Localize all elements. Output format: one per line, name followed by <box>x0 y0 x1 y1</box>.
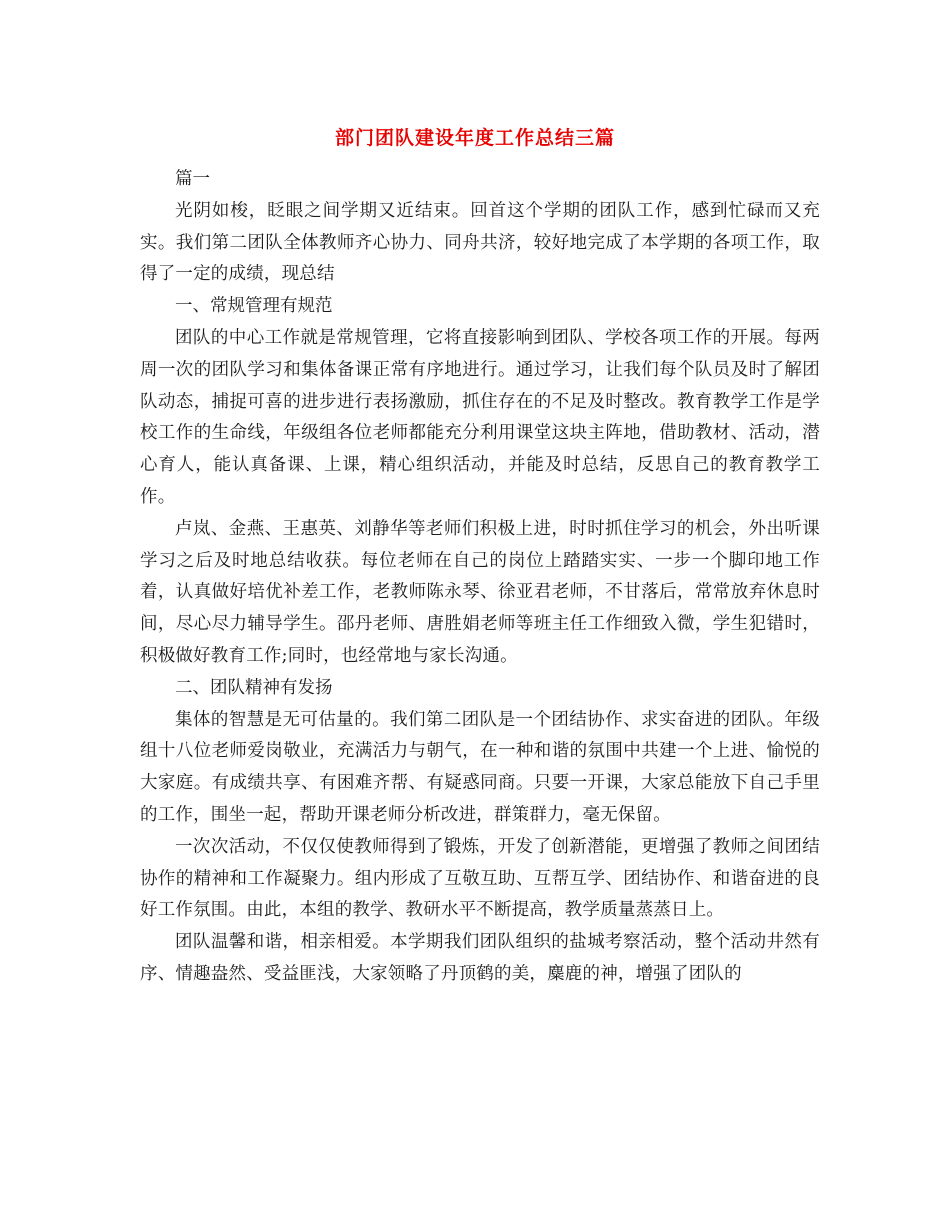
heading-routine-management: 一、常规管理有规范 <box>175 296 333 317</box>
paragraph-activities: 一次次活动，不仅仅使教师得到了锻炼，开发了创新潜能，更增强了教师之间团结协作的精神和工作凝聚力。组内形成了互敬互助、互帮互学、团结协作、和谐奋进的良好工作氛围。由此，本组的教学、教研水平不断提高，教学质量蒸蒸日上。 <box>140 836 820 921</box>
paragraph-intro: 光阴如梭，眨眼之间学期又近结束。回首这个学期的团队工作，感到忙碌而又充实。我们第二团队全体教师齐心协力、同舟共济，较好地完成了本学期的各项工作，取得了一定的成绩，现总结 <box>140 200 820 285</box>
paragraph-team-spirit: 集体的智慧是无可估量的。我们第二团队是一个团结协作、求实奋进的团队。年级组十八位老师爱岗敬业，充满活力与朝气，在一种和谐的氛围中共建一个上进、愉悦的大家庭。有成绩共享、有困难齐帮、有疑惑同商。只要一开课，大家总能放下自己手里的工作，围坐一起，帮助开课老师分析改进，群策群力，毫无保留。 <box>140 709 820 825</box>
paragraph-routine-management: 团队的中心工作就是常规管理，它将直接影响到团队、学校各项工作的开展。每两周一次的团队学习和集体备课正常有序地进行。通过学习，让我们每个队员及时了解团队动态，捕捉可喜的进步进行表扬激励，抓住存在的不足及时整改。教育教学工作是学校工作的生命线，年级组各位老师都能充分利用课堂这块主阵地，借助教材、活动，潜心育人，能认真备课、上课，精心组织活动，并能及时总结，反思自己的教育教学工作。 <box>140 327 820 507</box>
paragraph-team-harmony: 团队温馨和谐，相亲相爱。本学期我们团队组织的盐城考察活动，整个活动井然有序、情趣盎然、受益匪浅，大家领略了丹顶鹤的美，麋鹿的神，增强了团队的 <box>140 932 820 984</box>
document-title: 部门团队建设年度工作总结三篇 <box>334 127 615 149</box>
paragraph-teachers: 卢岚、金燕、王惠英、刘静华等老师们积极上进，时时抓住学习的机会，外出听课学习之后及时地总结收获。每位老师在自己的岗位上踏踏实实、一步一个脚印地工作着，认真做好培优补差工作，老教师陈永琴、徐亚君老师，不甘落后，常常放弃休息时间，尽心尽力辅导学生。邵丹老师、唐胜娟老师等班主任工作细致入微，学生犯错时，积极做好教育工作;同时，也经常地与家长沟通。 <box>140 518 820 666</box>
section-label: 篇一 <box>175 169 210 189</box>
heading-team-spirit: 二、团队精神有发扬 <box>175 677 333 698</box>
document-body <box>140 164 820 991</box>
